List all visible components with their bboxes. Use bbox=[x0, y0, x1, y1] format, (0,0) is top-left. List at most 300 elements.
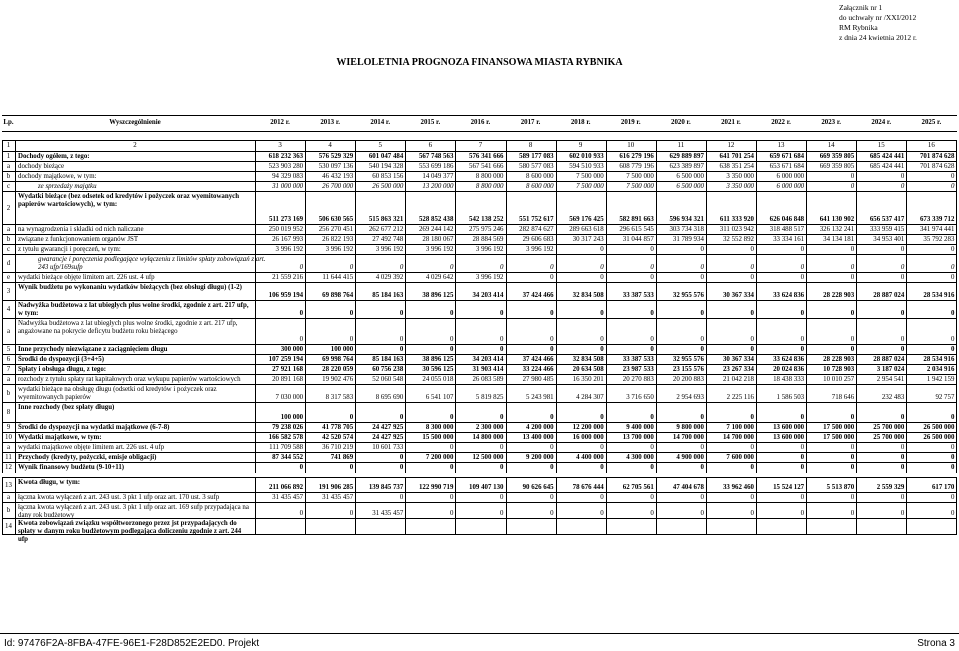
row-value: 0 bbox=[600, 510, 604, 517]
row-number: 1 bbox=[6, 153, 11, 160]
row-value: 0 bbox=[800, 464, 805, 471]
row-number: a bbox=[6, 494, 11, 501]
column-number: 6 bbox=[428, 142, 433, 149]
cell-border bbox=[706, 519, 707, 535]
row-value: 31 000 000 bbox=[272, 183, 304, 190]
row-value: 0 bbox=[800, 346, 805, 353]
column-number: 14 bbox=[827, 142, 835, 149]
row-value: 31 044 857 bbox=[622, 236, 654, 243]
row-value: 580 577 083 bbox=[519, 163, 554, 170]
row-value: 139 845 737 bbox=[368, 484, 404, 491]
cell-border bbox=[606, 519, 607, 535]
row-value: 26 700 000 bbox=[322, 183, 354, 190]
row-value: 0 bbox=[950, 264, 955, 271]
footer-divider bbox=[0, 633, 959, 634]
row-value: 0 bbox=[600, 336, 604, 343]
table-row bbox=[2, 384, 957, 403]
row-value: 626 046 848 bbox=[769, 216, 805, 223]
row-value: 23 155 576 bbox=[672, 366, 704, 373]
row-value: 0 bbox=[900, 173, 905, 180]
row-value: 567 748 563 bbox=[418, 153, 454, 160]
row-value: 0 bbox=[550, 310, 554, 317]
row-value: 262 677 212 bbox=[368, 226, 404, 233]
row-value: 0 bbox=[399, 310, 404, 317]
row-value: 318 488 517 bbox=[769, 226, 805, 233]
row-label: łączna kwota wyłączeń z art. 243 ust. 3 pkt 1 ufp oraz art. 169 sufp przypadająca na dany rok budżetowy bbox=[18, 504, 249, 520]
row-value: 0 bbox=[449, 510, 454, 517]
row-value: 0 bbox=[349, 336, 354, 343]
row-value: 38 896 125 bbox=[422, 356, 454, 363]
cell-border bbox=[956, 301, 957, 319]
cell-border bbox=[956, 319, 957, 345]
row-value: 6 541 107 bbox=[425, 394, 454, 401]
row-value: 0 bbox=[950, 310, 955, 317]
row-value: 13 200 000 bbox=[422, 183, 454, 190]
row-value: 741 869 bbox=[330, 454, 354, 461]
row-value: 0 bbox=[750, 510, 754, 517]
row-value: 4 300 000 bbox=[626, 454, 654, 461]
row-value: 0 bbox=[950, 510, 955, 517]
table-row bbox=[2, 300, 957, 319]
row-value: 0 bbox=[650, 464, 654, 471]
row-value: 0 bbox=[900, 310, 905, 317]
column-number: 4 bbox=[328, 142, 332, 149]
row-value: 33 624 836 bbox=[773, 356, 805, 363]
row-label: wydatki bieżące objęte limitem art. 226 ust. 4 ufp bbox=[18, 274, 155, 281]
row-value: 52 060 548 bbox=[372, 376, 404, 383]
row-value: 0 bbox=[850, 454, 855, 461]
row-label: Przychody (kredyty, pożyczki, emisje obligacji) bbox=[18, 454, 157, 461]
row-value: 7 500 000 bbox=[576, 173, 604, 180]
table-row bbox=[2, 477, 957, 493]
row-value: 38 896 125 bbox=[422, 292, 454, 299]
row-value: 2 034 916 bbox=[926, 366, 955, 373]
cell-border bbox=[255, 519, 256, 535]
row-value: 0 bbox=[950, 274, 955, 281]
row-label: Wynik finansowy budżetu (9-10+11) bbox=[18, 464, 125, 471]
row-label: na wynagrodzenia i składki od nich naliczane bbox=[18, 226, 144, 233]
row-value: 36 710 219 bbox=[322, 444, 354, 451]
row-value: 3 716 650 bbox=[626, 394, 654, 401]
row-value: 256 270 451 bbox=[318, 226, 354, 233]
row-value: 4 200 000 bbox=[526, 424, 554, 431]
row-value: 0 bbox=[500, 464, 504, 471]
cell-border bbox=[806, 519, 807, 535]
row-value: 0 bbox=[950, 494, 955, 501]
row-value: 20 270 883 bbox=[622, 376, 654, 383]
row-value: 28 887 024 bbox=[873, 292, 905, 299]
row-value: 30 596 125 bbox=[422, 366, 454, 373]
row-value: 0 bbox=[700, 336, 704, 343]
row-value: 106 959 194 bbox=[268, 292, 304, 299]
row-value: 0 bbox=[850, 494, 855, 501]
cell-border bbox=[956, 192, 957, 225]
row-value: 0 bbox=[750, 414, 754, 421]
row-value: 0 bbox=[900, 454, 905, 461]
row-value: 3 996 192 bbox=[475, 274, 504, 281]
row-value: 0 bbox=[550, 274, 554, 281]
row-value: 0 bbox=[349, 464, 354, 471]
row-value: 0 bbox=[750, 274, 754, 281]
row-value: 14 700 000 bbox=[722, 434, 754, 441]
row-value: 0 bbox=[800, 264, 805, 271]
row-value: 17 500 000 bbox=[823, 424, 855, 431]
row-number: e bbox=[6, 274, 11, 281]
row-label: związane z funkcjonowaniem organów JST bbox=[18, 236, 139, 243]
row-number: b bbox=[6, 173, 11, 180]
cell-border bbox=[756, 519, 757, 535]
row-value: 35 792 283 bbox=[923, 236, 955, 243]
row-value: 100 000 bbox=[280, 414, 304, 421]
row-value: 617 170 bbox=[931, 484, 955, 491]
table-row bbox=[2, 191, 957, 225]
row-value: 641 701 254 bbox=[719, 153, 754, 160]
row-value: 0 bbox=[950, 336, 955, 343]
row-value: 15 500 000 bbox=[422, 434, 454, 441]
cell-border bbox=[15, 192, 16, 225]
row-value: 289 663 618 bbox=[569, 226, 604, 233]
row-label: Nadwyżka budżetowa z lat ubiegłych plus wolne środki, zgodnie z art. 217 ufp, w tym: bbox=[18, 302, 249, 318]
cell-border bbox=[15, 519, 16, 535]
row-value: 589 177 083 bbox=[519, 153, 554, 160]
table-row bbox=[2, 282, 957, 301]
row-number: 2 bbox=[6, 204, 11, 212]
row-value: 4 029 642 bbox=[425, 274, 454, 281]
row-value: 31 435 457 bbox=[322, 494, 354, 501]
row-value: 596 934 321 bbox=[669, 216, 704, 223]
row-value: 506 630 565 bbox=[318, 216, 354, 223]
row-value: 8 800 000 bbox=[475, 183, 504, 190]
row-value: 511 273 169 bbox=[269, 216, 304, 223]
row-value: 0 bbox=[299, 310, 304, 317]
row-value: 611 333 920 bbox=[719, 216, 754, 223]
header-year: 2022 r. bbox=[771, 119, 791, 126]
row-value: 601 047 484 bbox=[368, 153, 404, 160]
row-value: 0 bbox=[750, 444, 754, 451]
row-value: 0 bbox=[850, 346, 855, 353]
row-value: 530 097 136 bbox=[318, 163, 354, 170]
row-value: 3 996 192 bbox=[475, 246, 504, 253]
row-value: 341 974 441 bbox=[919, 226, 955, 233]
header-lp: Lp. bbox=[3, 119, 14, 126]
row-value: 42 520 574 bbox=[322, 434, 354, 441]
cell-border bbox=[956, 403, 957, 423]
header-year: 2017 r. bbox=[520, 119, 541, 126]
row-number: a bbox=[6, 328, 11, 335]
row-value: 608 779 196 bbox=[619, 163, 654, 170]
cell-border bbox=[15, 301, 16, 319]
row-value: 0 bbox=[600, 264, 604, 271]
row-value: 107 259 194 bbox=[268, 356, 304, 363]
row-value: 85 184 163 bbox=[372, 356, 404, 363]
row-value: 0 bbox=[800, 414, 805, 421]
row-value: 28 887 024 bbox=[873, 356, 905, 363]
row-value: 69 898 764 bbox=[322, 292, 354, 299]
column-number: 5 bbox=[378, 142, 382, 149]
row-value: 28 534 916 bbox=[923, 292, 955, 299]
row-value: 32 955 576 bbox=[672, 356, 704, 363]
row-value: 37 424 466 bbox=[522, 356, 554, 363]
cell-border bbox=[405, 519, 406, 535]
row-value: 31 789 934 bbox=[672, 236, 704, 243]
row-value: 14 800 000 bbox=[472, 434, 504, 441]
row-value: 27 921 168 bbox=[272, 366, 304, 373]
row-value: 10 601 733 bbox=[372, 444, 404, 451]
row-value: 28 884 569 bbox=[472, 236, 504, 243]
column-number: 11 bbox=[677, 142, 685, 149]
cell-border bbox=[15, 478, 16, 493]
cell-border bbox=[906, 519, 907, 535]
row-value: 269 244 142 bbox=[418, 226, 454, 233]
row-value: 0 bbox=[800, 454, 805, 461]
row-value: 0 bbox=[850, 336, 855, 343]
row-value: 20 024 836 bbox=[773, 366, 805, 373]
row-label: Inne przychody niezwiązane z zaciągnięciem długu bbox=[18, 346, 168, 353]
row-value: 7 100 000 bbox=[726, 424, 754, 431]
row-value: 34 953 401 bbox=[873, 236, 905, 243]
row-value: 250 019 952 bbox=[268, 226, 304, 233]
row-number: 9 bbox=[6, 424, 11, 431]
row-value: 0 bbox=[600, 414, 604, 421]
row-value: 30 367 334 bbox=[722, 292, 754, 299]
cell-border bbox=[15, 255, 16, 273]
row-number: 8 bbox=[6, 409, 11, 416]
row-number: a bbox=[6, 163, 11, 170]
row-value: 16 000 000 bbox=[572, 434, 604, 441]
row-value: 20 891 168 bbox=[272, 376, 304, 383]
row-value: 34 134 181 bbox=[823, 236, 855, 243]
row-value: 638 351 254 bbox=[719, 163, 754, 170]
row-label: Kwota długu, w tym: bbox=[18, 479, 81, 486]
row-value: 8 317 583 bbox=[325, 394, 354, 401]
row-value: 602 010 933 bbox=[569, 153, 604, 160]
table-row bbox=[2, 402, 957, 423]
row-value: 13 600 000 bbox=[773, 434, 805, 441]
row-value: 92 757 bbox=[935, 394, 955, 401]
row-value: 523 903 280 bbox=[268, 163, 304, 170]
row-value: 0 bbox=[449, 444, 454, 451]
row-label: Środki do dyspozycji na wydatki majątkowe (6-7-8) bbox=[18, 424, 170, 431]
row-value: 23 987 533 bbox=[622, 366, 654, 373]
row-label: Spłaty i obsługa długu, z tego: bbox=[18, 366, 107, 373]
row-value: 718 646 bbox=[831, 394, 855, 401]
cell-border bbox=[305, 519, 306, 535]
row-value: 27 980 485 bbox=[522, 376, 554, 383]
row-value: 12 500 000 bbox=[472, 454, 504, 461]
row-value: 528 852 438 bbox=[418, 216, 454, 223]
column-number: 9 bbox=[578, 142, 583, 149]
row-value: 0 bbox=[600, 310, 604, 317]
row-value: 0 bbox=[850, 444, 855, 451]
row-value: 0 bbox=[600, 274, 604, 281]
row-value: 16 350 201 bbox=[572, 376, 604, 383]
column-number: 1 bbox=[6, 142, 11, 149]
header-year: 2018 r. bbox=[570, 119, 591, 126]
row-value: 0 bbox=[550, 264, 554, 271]
row-value: 0 bbox=[850, 414, 855, 421]
row-value: 0 bbox=[800, 336, 805, 343]
row-value: 0 bbox=[850, 183, 855, 190]
row-number: b bbox=[6, 507, 11, 514]
cell-border bbox=[956, 255, 957, 273]
row-number: b bbox=[6, 390, 11, 397]
row-value: 333 959 415 bbox=[869, 226, 905, 233]
row-value: 0 bbox=[449, 336, 454, 343]
row-value: 24 427 925 bbox=[372, 434, 404, 441]
row-number: 13 bbox=[5, 481, 12, 489]
row-value: 0 bbox=[950, 183, 955, 190]
row-value: 0 bbox=[850, 510, 855, 517]
row-value: 653 671 684 bbox=[769, 163, 805, 170]
row-value: 191 906 285 bbox=[318, 484, 354, 491]
row-value: 9 800 000 bbox=[676, 424, 704, 431]
row-value: 29 606 683 bbox=[522, 236, 554, 243]
row-value: 28 228 903 bbox=[823, 356, 855, 363]
row-value: 0 bbox=[550, 336, 554, 343]
row-value: 33 224 466 bbox=[522, 366, 554, 373]
header-year: 2012 r. bbox=[270, 119, 290, 126]
row-value: 0 bbox=[750, 246, 754, 253]
row-value: 47 404 678 bbox=[672, 484, 704, 491]
row-label: wydatki bieżące na obsługę długu (odsetki od kredytów i pożyczek oraz wyemitowanych papierów bbox=[18, 386, 217, 402]
row-value: 26 500 000 bbox=[372, 183, 404, 190]
row-value: 9 400 000 bbox=[626, 424, 654, 431]
row-value: 0 bbox=[950, 414, 955, 421]
row-number: a bbox=[6, 376, 11, 383]
row-value: 0 bbox=[800, 310, 805, 317]
row-value: 0 bbox=[950, 246, 955, 253]
cell-border bbox=[355, 519, 356, 535]
row-label: Wynik budżetu po wykonaniu wydatków bieżących (bez obsługi długu) (1-2) bbox=[18, 284, 242, 291]
row-value: 0 bbox=[600, 444, 604, 451]
row-value: 0 bbox=[550, 414, 554, 421]
row-value: 0 bbox=[850, 264, 855, 271]
row-value: 28 228 903 bbox=[823, 292, 855, 299]
row-label: z tytułu gwarancji i poręczeń, w tym: bbox=[18, 246, 121, 253]
row-value: 79 238 026 bbox=[272, 424, 304, 431]
cell-border bbox=[956, 478, 957, 493]
row-value: 8 695 690 bbox=[375, 394, 404, 401]
cell-border bbox=[956, 503, 957, 519]
row-value: 0 bbox=[800, 274, 805, 281]
header-year: 2013 r. bbox=[320, 119, 340, 126]
row-value: 26 822 193 bbox=[322, 236, 354, 243]
row-value: 0 bbox=[800, 510, 805, 517]
row-value: 0 bbox=[650, 274, 654, 281]
row-number: 10 bbox=[5, 434, 12, 441]
row-value: 100 000 bbox=[330, 346, 354, 353]
row-number: b bbox=[6, 236, 11, 243]
row-value: 0 bbox=[449, 464, 454, 471]
row-value: 78 676 444 bbox=[572, 484, 604, 491]
row-value: 0 bbox=[550, 494, 554, 501]
cell-border bbox=[15, 319, 16, 345]
row-number: d bbox=[6, 260, 11, 267]
row-value: 33 334 161 bbox=[773, 236, 805, 243]
row-value: 14 049 377 bbox=[422, 173, 454, 180]
row-value: 1 586 503 bbox=[776, 394, 805, 401]
row-value: 31 435 457 bbox=[372, 510, 404, 517]
row-value: 11 644 415 bbox=[322, 274, 354, 281]
column-number: 8 bbox=[528, 142, 533, 149]
row-value: 30 317 243 bbox=[572, 236, 604, 243]
row-value: 27 492 748 bbox=[372, 236, 404, 243]
annex-line: z dnia 24 kwietnia 2012 r. bbox=[839, 33, 917, 42]
row-value: 6 000 000 bbox=[776, 173, 805, 180]
row-value: 0 bbox=[900, 264, 905, 271]
row-value: 0 bbox=[600, 494, 604, 501]
row-value: 25 700 000 bbox=[873, 424, 905, 431]
row-label: Środki do dyspozycji (3+4+5) bbox=[18, 356, 105, 363]
row-value: 582 891 663 bbox=[619, 216, 654, 223]
column-number: 13 bbox=[777, 142, 785, 149]
header-year: 2025 r. bbox=[921, 119, 942, 126]
row-value: 122 990 719 bbox=[418, 484, 454, 491]
column-number: 3 bbox=[278, 142, 282, 149]
row-value: 33 624 836 bbox=[773, 292, 805, 299]
cell-border bbox=[556, 519, 557, 535]
row-value: 111 709 588 bbox=[269, 444, 304, 451]
header-year: 2015 r. bbox=[420, 119, 441, 126]
row-value: 28 220 059 bbox=[322, 366, 354, 373]
row-value: 1 942 159 bbox=[926, 376, 955, 383]
row-value: 0 bbox=[500, 264, 504, 271]
row-value: 0 bbox=[800, 444, 805, 451]
row-value: 685 424 441 bbox=[869, 153, 905, 160]
row-value: 7 200 000 bbox=[425, 454, 454, 461]
row-value: 0 bbox=[950, 454, 955, 461]
row-value: 282 874 627 bbox=[519, 226, 554, 233]
row-value: 0 bbox=[900, 464, 905, 471]
row-value: 0 bbox=[399, 264, 404, 271]
row-value: 0 bbox=[900, 183, 905, 190]
row-value: 34 203 414 bbox=[472, 356, 504, 363]
row-value: 2 954 541 bbox=[876, 376, 905, 383]
row-label: Kwota zobowiązań związku współtworzonego przez jst przypadających do spłaty w danym roku budżetowym podlegająca doliczeniu zgodnie z art. 244 ufp bbox=[18, 520, 242, 544]
row-value: 0 bbox=[900, 346, 905, 353]
row-value: 10 010 257 bbox=[823, 376, 855, 383]
row-value: 0 bbox=[750, 336, 754, 343]
row-value: 31 435 457 bbox=[272, 494, 304, 501]
row-label: dochody majątkowe, w tym: bbox=[18, 173, 97, 180]
row-number: 5 bbox=[6, 346, 11, 353]
row-value: 542 138 252 bbox=[469, 216, 504, 223]
row-value: 0 bbox=[399, 494, 404, 501]
annex-line: Załącznik nr 1 bbox=[839, 3, 883, 12]
row-value: 6 000 000 bbox=[776, 183, 805, 190]
row-value: 33 387 533 bbox=[622, 292, 654, 299]
row-value: 26 500 000 bbox=[923, 434, 955, 441]
row-label: Wydatki bieżące (bez odsetek od kredytów i pożyczek oraz wyemitowanych papierów wartościowych), w tym: bbox=[18, 193, 240, 209]
row-number: a bbox=[6, 226, 11, 233]
row-value: 6 500 000 bbox=[676, 173, 704, 180]
table-row bbox=[2, 254, 957, 273]
row-value: 0 bbox=[700, 274, 704, 281]
table-row bbox=[2, 462, 957, 473]
row-value: 540 194 328 bbox=[368, 163, 404, 170]
row-value: 0 bbox=[700, 246, 704, 253]
row-value: 24 427 925 bbox=[372, 424, 404, 431]
row-value: 0 bbox=[900, 510, 905, 517]
row-value: 0 bbox=[900, 494, 905, 501]
row-value: 576 341 666 bbox=[469, 153, 504, 160]
row-value: 9 200 000 bbox=[526, 454, 554, 461]
row-value: 0 bbox=[700, 414, 704, 421]
row-value: 0 bbox=[650, 510, 654, 517]
cell-border bbox=[15, 463, 16, 473]
row-value: 0 bbox=[550, 346, 554, 353]
row-value: 0 bbox=[399, 414, 404, 421]
